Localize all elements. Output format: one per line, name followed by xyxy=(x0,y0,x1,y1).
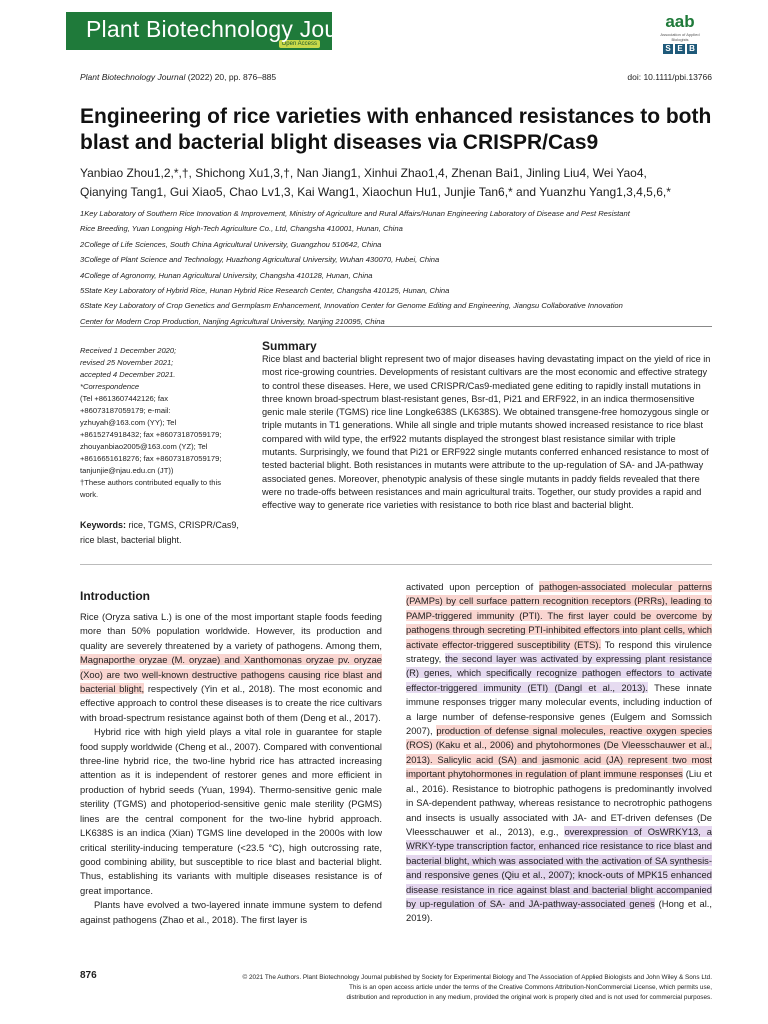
highlighted-text: the second layer was activated by expressing plant resistance (R) genes, which specifically recognize pathogen effectors to activate effector-triggered immunity (ETI) (Dangl et al., 2013). xyxy=(406,653,712,693)
text-run: To respond this virulence strategy, xyxy=(406,638,712,665)
text-run: activated upon perception of xyxy=(406,581,539,592)
affiliation: Center for Modern Crop Production, Nanjing Agricultural University, Nanjing 210095, China xyxy=(80,316,385,326)
affiliation: 6State Key Laboratory of Crop Genetics and Germplasm Enhancement, Innovation Center for Genome Editing and Engineering, Jiangsu Collaborative Innovation xyxy=(80,301,623,311)
summary-text: Rice blast and bacterial blight represent two of major diseases having devastating impact on the yield of rice in most rice-growing countries. Developments of resistant cultivars are the most economic and effective strategy to control these diseases. Here, we used CRISPR/Cas9-mediated gene editing to rapidly install mutations in three known broad-spectrum blast-resistant genes, Bsr-d1, Pi21 and ERF922, in an indica thermosensitive genic male sterile (TGMS) rice line Longke638S (LK638S). We obtained transgene-free homozygous single or triple mutants in T1 generations. While all single and triple mutants showed increased resistance to rice blast compared with wild type, the erf922 mutants displayed the strongest blast resistance similar with triple mutants. Surprisingly, we found that Pi21 or ERF922 single mutants conferred enhanced resistance to most of tested bacterial blight. Both resistances in mutants were attribute to the up-regulation of SA- and JA-pathway associated genes. Moreover, phenotypic analysis of these single mutants in paddy fields revealed that there were no trade-offs between resistances and main agricultural traits. Together, our study provides a rapid and effective way to generate rice varieties with resistance to both rice blast and bacterial blight. xyxy=(262,354,711,511)
divider xyxy=(80,326,712,327)
seb-letter-b: B xyxy=(687,44,697,54)
doi-link[interactable]: doi: 10.1111/pbi.13766 xyxy=(627,72,712,82)
sidebar-line: +8615274918432; fax +86073187059179; xyxy=(80,430,222,439)
open-access-badge: Open Access xyxy=(279,40,320,48)
affiliation: 1Key Laboratory of Southern Rice Innovation & Improvement, Ministry of Agriculture and Rural Affairs/Hunan Engineering Laboratory of Disease and Pest Resistant xyxy=(80,209,630,218)
sidebar-line: +86073187059179; e-mail: xyxy=(80,406,171,415)
footer-line: This is an open access article under the terms of the Creative Commons Attribution-NonCommercial License, which permits use, xyxy=(349,984,712,991)
license-footer xyxy=(140,973,712,1003)
footer-line: distribution and reproduction in any medium, provided the original work is properly cited and is not used for commercial purposes. xyxy=(346,994,712,1001)
footer-line: © 2021 The Authors. Plant Biotechnology Journal published by Society for Experimental Biology and The Association of Applied Biologists and John Wiley & Sons Ltd. xyxy=(242,974,712,981)
page-number: 876 xyxy=(80,970,97,981)
highlighted-text: Magnaporthe oryzae (M. oryzae) and Xanthomonas oryzae pv. oryzae (Xoo) are two well-known destructive pathogens causing rice blast and bacterial blight, xyxy=(80,654,382,695)
sidebar-line: work. xyxy=(80,490,99,499)
affiliation: 5State Key Laboratory of Hybrid Rice, Hunan Hybrid Rice Research Center, Changsha 410125, Hunan, China xyxy=(80,286,450,296)
citation-journal: Plant Biotechnology Journal xyxy=(80,72,186,82)
text-run: Rice (Oryza sativa L.) is one of the most important staple foods feeding more than 50% population worldwide. However, its production and quality are severely threatened by a variety of pathogens. Among them, xyxy=(80,611,382,651)
text-run: These innate immune responses trigger many molecular events, including induction of a large number of defense-responsive genes (Eulgem and Somssich 2007), xyxy=(406,681,712,737)
sidebar-line: Received 1 December 2020; xyxy=(80,346,177,355)
aab-logo xyxy=(660,12,700,52)
article-history-sidebar xyxy=(80,345,250,501)
author-line: Qianying Tang1, Gui Xiao5, Chao Lv1,3, Kai Wang1, Xiaochun Hu1, Junjie Tan6,* and Yuanzhu Yang1,3,4,5,6,* xyxy=(80,185,671,199)
keywords-text: rice, TGMS, CRISPR/Cas9, rice blast, bacterial blight. xyxy=(80,520,239,545)
journal-name[interactable]: Plant Biotechnology Journal xyxy=(86,16,377,42)
sidebar-line: (Tel +8613607442126; fax xyxy=(80,394,169,403)
author-list xyxy=(80,164,720,202)
sidebar-email[interactable]: yzhuyah@163.com (YY); Tel xyxy=(80,418,177,427)
sidebar-line: revised 25 November 2021; xyxy=(80,358,174,367)
seb-logo xyxy=(660,44,700,54)
author-line: Yanbiao Zhou1,2,*,†, Shichong Xu1,3,†, Nan Jiang1, Xinhui Zhao1,4, Zhenan Bai1, Jinling Liu4, Wei Yao4, xyxy=(80,166,647,180)
sidebar-email[interactable]: tanjunjie@njau.edu.cn (JT)) xyxy=(80,466,174,475)
introduction-heading: Introduction xyxy=(80,589,150,603)
affiliation: 3College of Plant Science and Technology, Huazhong Agricultural University, Wuhan 430070, Hubei, China xyxy=(80,255,440,265)
body-column-left xyxy=(80,610,382,927)
seb-letter-e: E xyxy=(675,44,685,54)
divider xyxy=(80,564,712,565)
sidebar-line: +8616651618276; fax +86073187059179; xyxy=(80,454,222,463)
sidebar-line: †These authors contributed equally to this xyxy=(80,478,221,487)
sidebar-line: *Correspondence xyxy=(80,382,140,391)
keywords-label: Keywords: xyxy=(80,520,127,530)
keywords xyxy=(80,518,250,548)
citation-line xyxy=(80,72,276,82)
text-run: respectively (Yin et al., 2018). The most economic and effective approach to control these diseases is to create the rice cultivars with broad-spectrum resistance against both of them (Deng et al., 2017). xyxy=(80,683,382,723)
affiliation: Rice Breeding, Yuan Longping High-Tech Agriculture Co., Ltd, Changsha 410001, Hunan, China xyxy=(80,224,403,234)
citation-volume: (2022) 20, pp. 876–885 xyxy=(187,72,277,82)
aab-logo-subtitle: Association of Applied Biologists xyxy=(660,32,700,42)
affiliation: 4College of Agronomy, Hunan Agricultural University, Changsha 410128, Hunan, China xyxy=(80,270,373,280)
aab-logo-text: aab xyxy=(665,12,695,31)
sidebar-email[interactable]: zhouyanbiao2005@163.com (YZ); Tel xyxy=(80,442,208,451)
journal-banner xyxy=(0,0,768,64)
paragraph: Hybrid rice with high yield plays a vital role in guarantee for staple food supply worldwide (Cheng et al., 2007). Compared with conventional three-line hybrid rice, the two-line hybrid rice has attracted increasing attention as it is independent of restorer genes and more efficient in production of hybrid seeds (Yuan, 1994). Thermo-sensitive genic male sterility (TGMS) and photoperiod-sensitive genic male sterility (PGMS) lines are the central component for the two-line hybrid approach. LK638S is an indica (Xian) TGMS line developed in the 2000s with low critical sterility-inducing temperature (<23.5 °C), high outcrossing rate, good combining ability, but susceptible to rice blast and bacterial blight. Thus, establishing its variants with multiple diseases resistance is of great importance. xyxy=(80,726,382,896)
highlighted-text: pathogen-associated molecular patterns (PAMPs) by cell surface pattern recognition receptors (PRRs), leading to PAMP-triggered immunity (PTI). The first layer could be overcome by pathogens through secreting PTI-inhibited effectors into plant cells, which activate effector-triggered susceptibility (ETS). xyxy=(406,581,712,650)
paragraph: Plants have evolved a two-layered innate immune system to defend against pathogens (Zhao et al., 2018). The first layer is xyxy=(80,899,382,925)
text-run: (Liu et al., 2016). Resistance to biotrophic pathogens is predominantly involved in SA-dependent pathway, whereas resistance to necrotrophic pathogens and insects is usually associated with JA- and ET-driven defenses (De Vleesschauwer et al., 2013), e.g., xyxy=(406,768,712,837)
article-title: Engineering of rice varieties with enhanced resistances to both blast and bacterial blight diseases via CRISPR/Cas9 xyxy=(80,105,712,154)
body-column-right xyxy=(406,580,712,926)
seb-letter-s: S xyxy=(663,44,673,54)
text-run: (Hong et al., 2019). xyxy=(406,897,712,924)
affiliations xyxy=(80,206,720,329)
paragraph xyxy=(406,580,712,926)
paragraph xyxy=(80,610,382,725)
sidebar-line: accepted 4 December 2021. xyxy=(80,370,176,379)
affiliation: 2College of Life Sciences, South China Agricultural University, Guangzhou 510642, China xyxy=(80,239,382,249)
highlighted-text: overexpression of OsWRKY13, a WRKY-type transcription factor, enhanced rice resistance to rice blast and bacterial blight, which was associated with the activation of SA synthesis- and responsive genes (Qiu et al., 2007); knock-outs of MPK15 enhanced disease resistance in rice against blast and bacterial blight accompanied by up-regulation of SA- and JA-pathway-associated genes xyxy=(406,825,713,909)
highlighted-text: production of defense signal molecules, reactive oxygen species (ROS) (Kaku et al., 2006) and phytohormones (De Vleesschauwer et al., 2013). Salicylic acid (SA) and jasmonic acid (JA) represent two most important phytohormones in regulation of plant immune responses xyxy=(406,725,713,780)
summary-heading: Summary xyxy=(262,339,317,353)
